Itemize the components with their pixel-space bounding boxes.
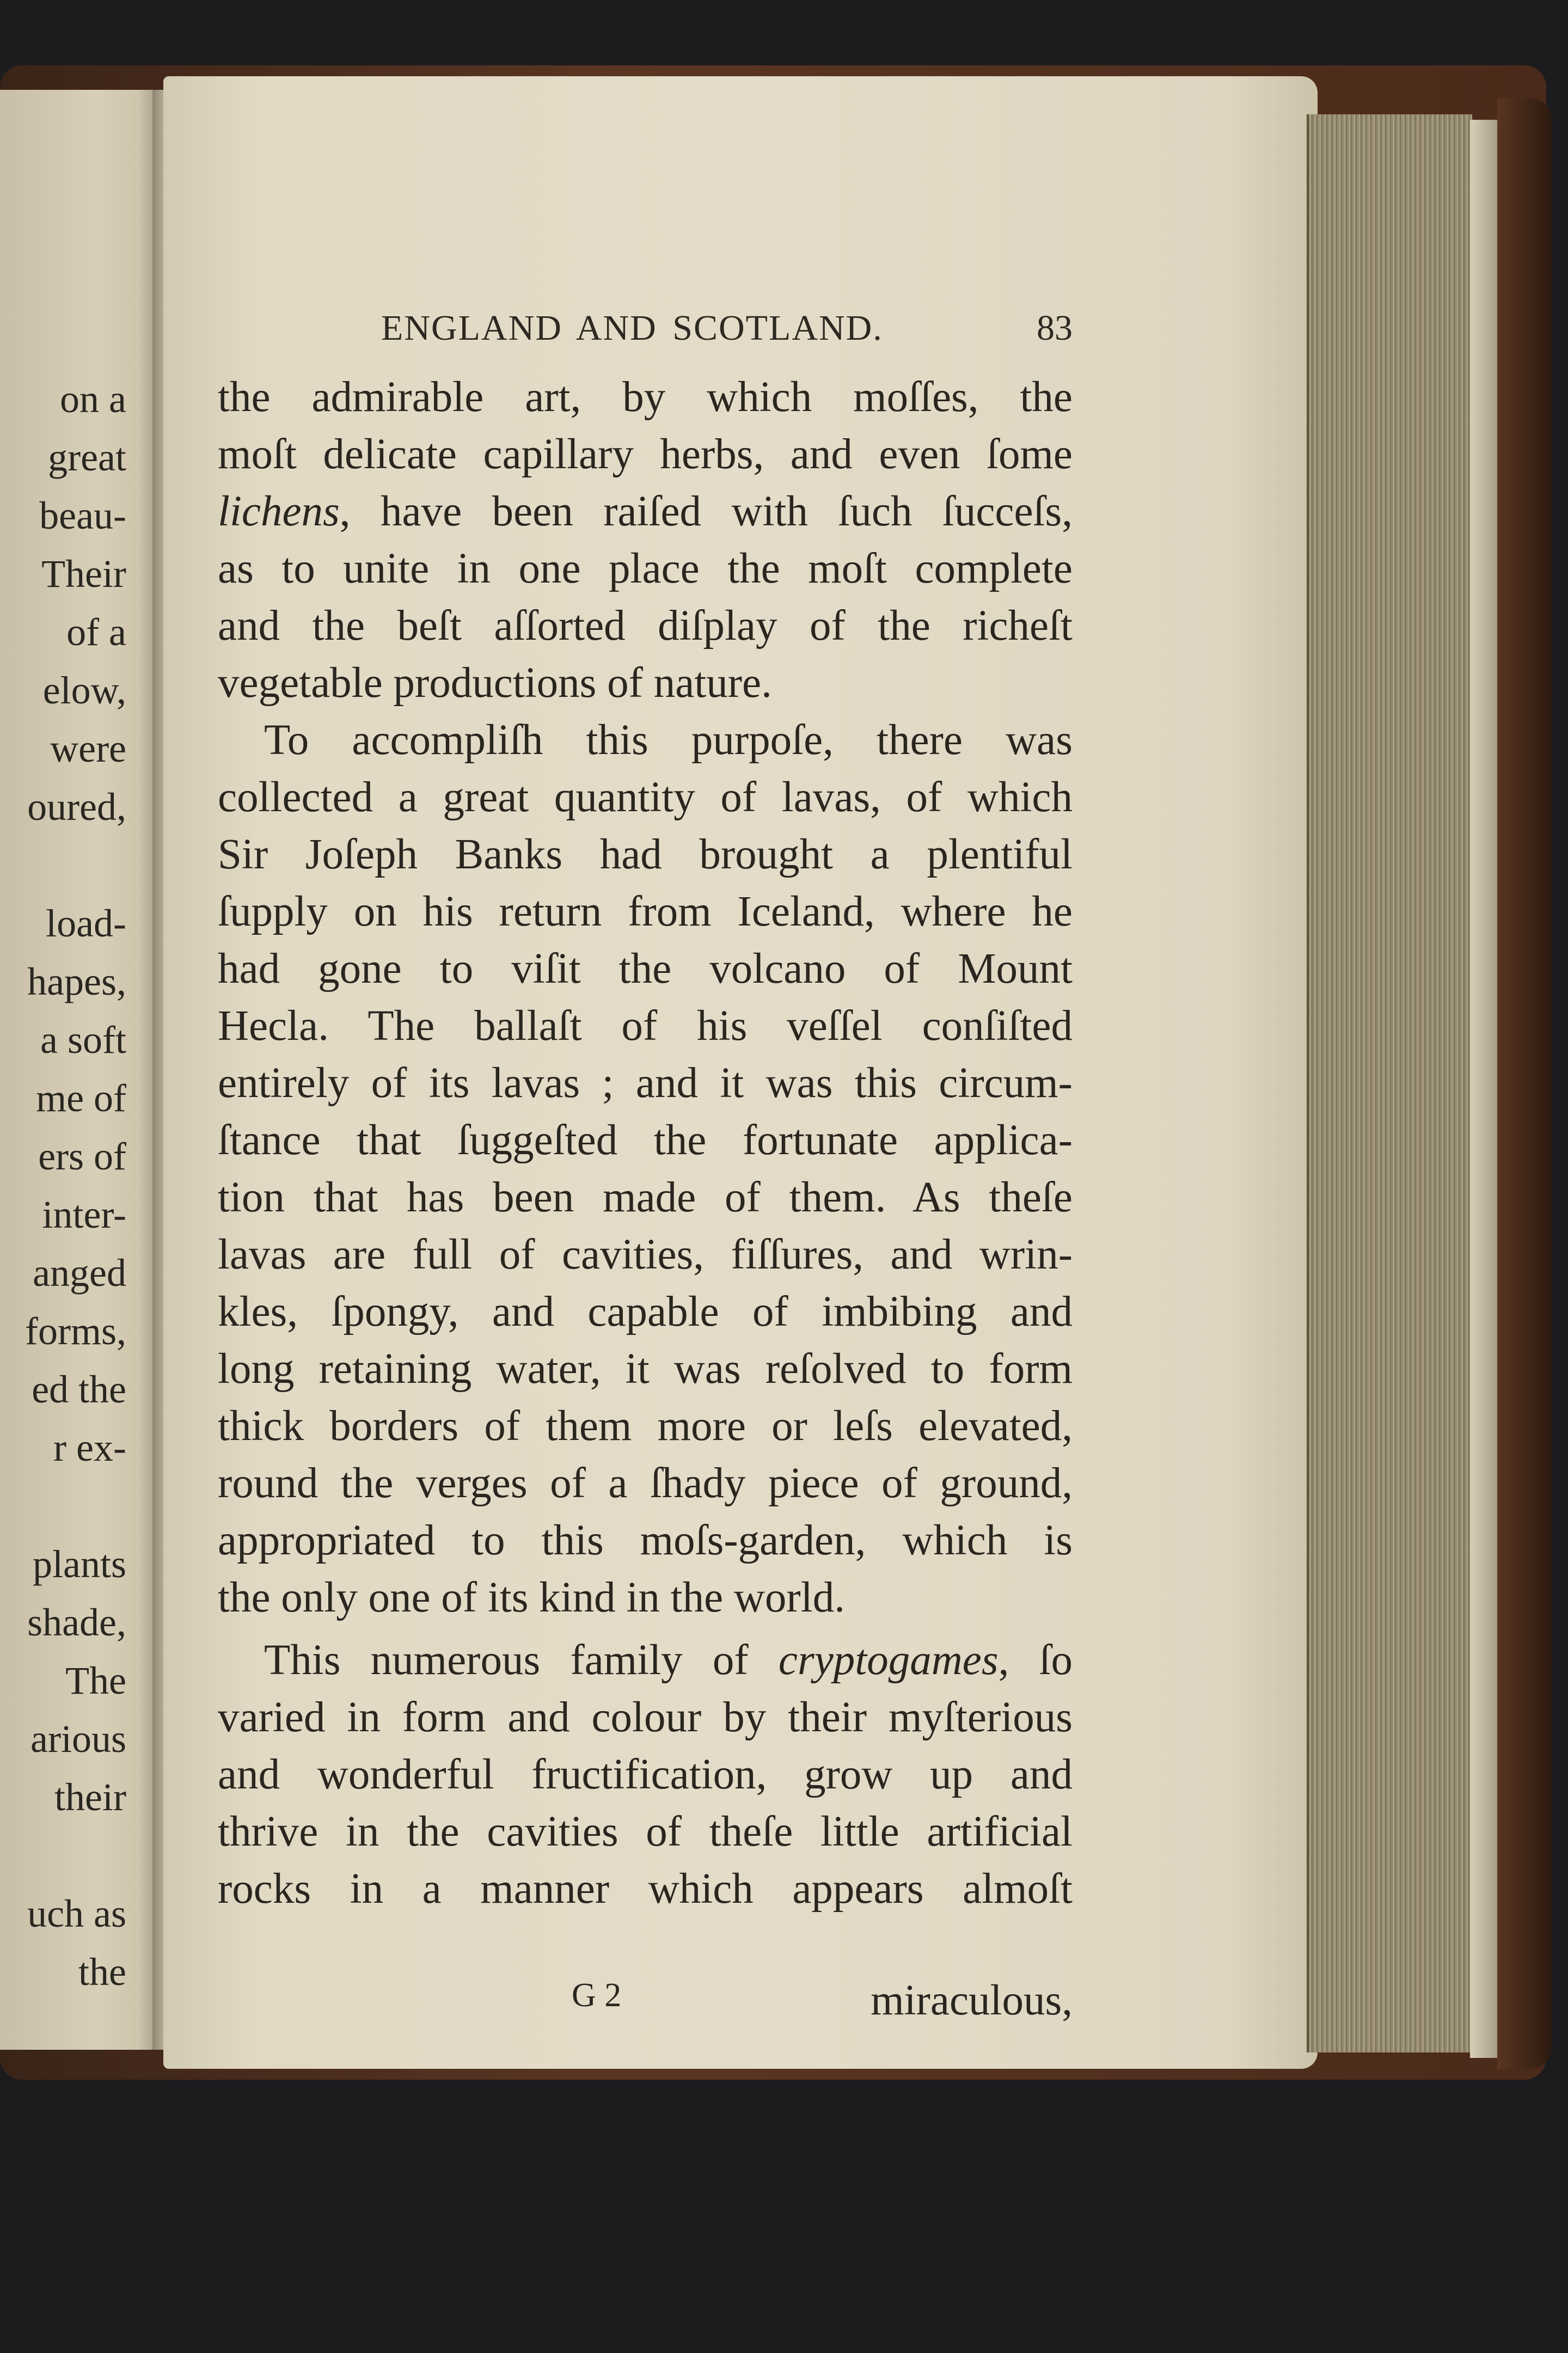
left-line: shade, xyxy=(27,1601,126,1644)
left-line: a soft xyxy=(40,1018,126,1062)
text-line: vegetable productions of nature. xyxy=(218,659,772,707)
catchword: miraculous, xyxy=(871,1977,1073,2024)
running-head: ENGLAND AND SCOTLAND. xyxy=(381,308,883,348)
left-line: forms, xyxy=(25,1309,126,1353)
left-line: on a xyxy=(60,377,126,421)
left-line: their xyxy=(54,1775,126,1819)
left-line: r ex- xyxy=(53,1426,126,1469)
text-line: round the verges of a ſhady piece of ground, xyxy=(218,1460,1073,1507)
text-line: kles, ſpongy, and capable of imbibing and xyxy=(218,1288,1073,1335)
text-line: thrive in the cavities of theſe little artificial xyxy=(218,1808,1073,1855)
left-line: anged xyxy=(33,1251,126,1295)
text-line: To accompliſh this purpoſe, there was xyxy=(264,716,1073,764)
text-line: Sir Joſeph Banks had brought a plentiful xyxy=(218,831,1073,878)
left-line: inter- xyxy=(42,1193,126,1236)
left-line: oured, xyxy=(27,785,126,829)
left-line: were xyxy=(50,727,126,770)
left-line: great xyxy=(48,436,126,479)
text-line-start: This numerous family of xyxy=(264,1637,779,1684)
text-line-rest: , have been raiſed with ſuch ſucceſs, xyxy=(339,488,1073,535)
text-line: thick borders of them more or leſs elevated, xyxy=(218,1402,1073,1450)
left-line: ers of xyxy=(38,1135,126,1178)
back-cover xyxy=(1497,98,1552,2069)
left-line: load- xyxy=(46,902,126,945)
left-line: the xyxy=(78,1950,126,1994)
left-page-text xyxy=(0,370,126,2001)
page-header xyxy=(381,308,1073,362)
text-line: varied in form and colour by their myſterious xyxy=(218,1694,1073,1741)
text-line: Hecla. The ballaſt of his veſſel conſiſted xyxy=(218,1002,1073,1050)
left-line: The xyxy=(65,1659,126,1702)
left-line: ed the xyxy=(32,1368,126,1411)
left-line xyxy=(0,1827,126,1885)
left-line: plants xyxy=(33,1542,126,1586)
left-line: arious xyxy=(30,1717,126,1761)
text-line: entirely of its lavas ; and it was this circum- xyxy=(218,1059,1073,1107)
text-line: had gone to viſit the volcano of Mount xyxy=(218,945,1073,992)
page-edges xyxy=(1307,114,1472,2052)
text-line: rocks in a manner which appears almoſt xyxy=(218,1865,1073,1913)
text-line: collected a great quantity of lavas, of which xyxy=(218,774,1073,821)
text-line: ſupply on his return from Iceland, where he xyxy=(218,888,1073,935)
signature-mark: G 2 xyxy=(572,1977,622,2014)
text-line: moſt delicate capillary herbs, and even ſome xyxy=(218,431,1073,478)
left-line: uch as xyxy=(27,1892,126,1935)
left-line: elow, xyxy=(42,669,126,712)
left-line: beau- xyxy=(39,494,126,537)
text-line: lavas are full of cavities, fiſſures, and wrin- xyxy=(218,1231,1073,1278)
text-line: long retaining water, it was reſolved to form xyxy=(218,1345,1073,1393)
left-line: me of xyxy=(36,1076,126,1120)
italic-word-cryptogames: cryptogames xyxy=(778,1637,999,1684)
text-line: and wonderful fructification, grow up and xyxy=(218,1751,1073,1798)
text-line-end: , ſo xyxy=(998,1637,1073,1684)
text-line: tion that has been made of them. As theſe xyxy=(218,1174,1073,1221)
text-line: and the beſt aſſorted diſplay of the richeſt xyxy=(218,602,1073,649)
text-line: ſtance that ſuggeſted the fortunate applica- xyxy=(218,1117,1073,1164)
left-line xyxy=(0,836,126,894)
italic-word-lichens: lichens xyxy=(218,488,340,535)
left-line: of a xyxy=(66,610,126,654)
text-line: the admirable art, by which moſſes, the xyxy=(218,373,1073,421)
text-line: appropriated to this moſs-garden, which is xyxy=(218,1517,1073,1564)
text-line xyxy=(218,487,1073,536)
text-line xyxy=(218,1636,1073,1685)
left-line: Their xyxy=(41,552,126,596)
left-line: hapes, xyxy=(27,960,126,1003)
page-number: 83 xyxy=(1037,308,1073,348)
text-line: as to unite in one place the moſt complete xyxy=(218,545,1073,592)
page-footer xyxy=(572,1976,1073,2031)
left-line xyxy=(0,1477,126,1535)
left-page xyxy=(0,90,163,2050)
page-edge-band xyxy=(1470,120,1497,2058)
text-line: the only one of its kind in the world. xyxy=(218,1574,845,1621)
